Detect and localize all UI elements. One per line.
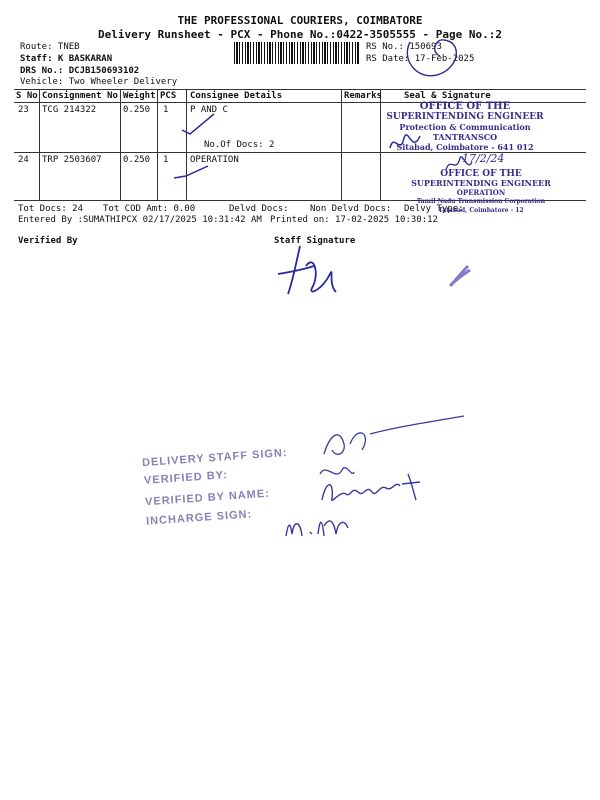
- col-header-seal: Seal & Signature: [404, 91, 491, 101]
- col-divider: [39, 89, 40, 200]
- col-header-remarks: Remarks: [344, 91, 382, 101]
- col-header-consignee: Consignee Details: [190, 91, 283, 101]
- barcode: [234, 42, 360, 64]
- rs-date: RS Date: 17-Feb-2025: [366, 54, 475, 64]
- table-row-pcs: 1: [163, 155, 169, 165]
- table-row-consignment: TCG 214322: [42, 105, 97, 115]
- col-divider: [157, 89, 158, 200]
- col-divider: [341, 89, 342, 200]
- table-row-docs: No.Of Docs: 2: [204, 140, 275, 150]
- signature-icon: [444, 152, 474, 176]
- stamp-line: OFFICE OF THE: [440, 169, 522, 179]
- handwritten-date: 17/2/24: [462, 152, 505, 165]
- col-divider: [120, 89, 121, 200]
- handwritten-initials-icon: [282, 508, 352, 544]
- stamp-line: SUPERINTENDING ENGINEER: [411, 178, 551, 188]
- stamp-line: SUPERINTENDING ENGINEER: [386, 112, 544, 122]
- tot-docs: Tot Docs: 24: [18, 204, 84, 214]
- entered-by: Entered By :SUMATHIPCX 02/17/2025 10:31:42 AM: [18, 215, 262, 225]
- stamp-line: OFFICE OF THE: [419, 101, 511, 112]
- route-label: Route: TNEB: [20, 42, 80, 52]
- stamp-line: Tamil Nadu Transmission Corporation: [416, 198, 546, 205]
- printed-on: Printed on: 17-02-2025 10:30:12: [270, 215, 438, 225]
- tick-mark-icon: [172, 160, 212, 190]
- handwritten-name-icon: [316, 470, 436, 510]
- circular-signature-icon: [400, 32, 470, 82]
- verified-by-label: Verified By: [18, 236, 78, 246]
- table-row-weight: 0.250: [123, 105, 151, 115]
- delivery-stamp-line: INCHARGE SIGN:: [145, 508, 253, 528]
- delvy-type: Delvy Type:: [404, 204, 464, 214]
- table-row-sno: 23: [18, 105, 29, 115]
- col-header-weight: Weight: [123, 91, 156, 101]
- signature-icon: [386, 128, 426, 158]
- company-title: THE PROFESSIONAL COURIERS, COIMBATORE: [177, 14, 423, 27]
- table-row-consignee: P AND C: [190, 105, 228, 115]
- table-top-border: [14, 89, 586, 90]
- vehicle-label: Vehicle: Two Wheeler Delivery: [20, 77, 178, 87]
- staff-signature-icon: [270, 244, 350, 304]
- tot-cod: Tot COD Amt: 0.00: [103, 204, 196, 214]
- table-row-consignment: TRP 2503607: [42, 155, 102, 165]
- stamp-line: Sitabad, Coimbatore - 641 012: [396, 142, 534, 152]
- staff-signature-label: Staff Signature: [274, 236, 356, 246]
- table-row-consignee: OPERATION: [190, 155, 239, 165]
- staff-label: Staff: K BASKARAN: [20, 54, 113, 64]
- table-row-weight: 0.250: [123, 155, 151, 165]
- delivery-stamp-line: VERIFIED BY:: [143, 469, 229, 487]
- stamp-line: Protection & Communication: [399, 122, 531, 132]
- table-row-pcs: 1: [163, 105, 169, 115]
- runsheet-subtitle: Delivery Runsheet - PCX - Phone No.:0422-3505555 - Page No.:2: [98, 28, 502, 41]
- stamp-line: OPERATION: [456, 188, 506, 197]
- tick-mark-icon: [180, 112, 220, 142]
- stamp-line: TANTRANSCO: [432, 132, 498, 142]
- delivery-stamp-line: VERIFIED BY NAME:: [144, 487, 271, 509]
- stamp-line: Tatabad, Coimbatore - 12: [438, 207, 524, 214]
- col-header-consignment: Consignment No: [42, 91, 118, 101]
- table-row-sno: 24: [18, 155, 29, 165]
- delivery-stamp-line: DELIVERY STAFF SIGN:: [141, 446, 288, 470]
- rs-number: RS No.: 150693: [366, 42, 442, 52]
- drs-number: DRS No.: DCJB150693102: [20, 66, 140, 76]
- delvd-docs: Delvd Docs:: [229, 204, 289, 214]
- handwritten-signature-icon: [310, 414, 470, 464]
- non-delvd-docs: Non Delvd Docs:: [310, 204, 392, 214]
- col-header-pcs: PCS: [160, 91, 177, 101]
- ink-smudge-icon: [446, 262, 476, 292]
- col-header-sno: S No: [16, 91, 38, 101]
